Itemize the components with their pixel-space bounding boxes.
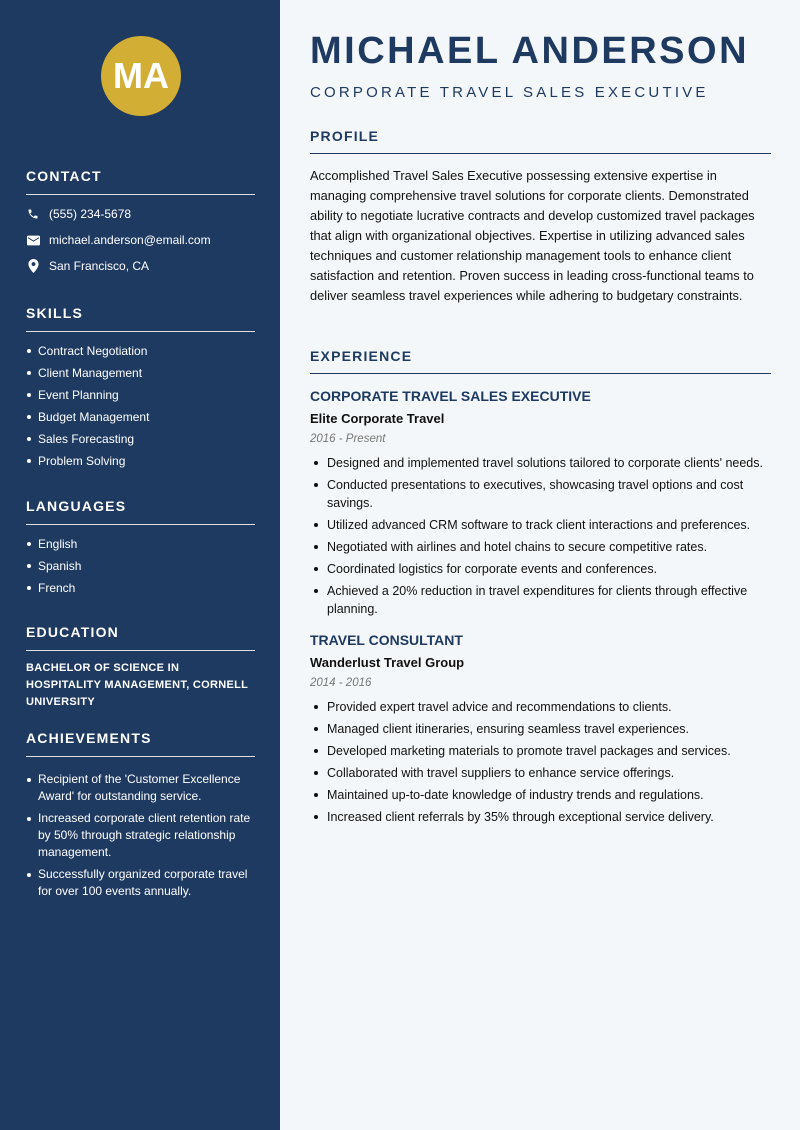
contact-section	[26, 168, 255, 279]
contact-phone-row	[26, 201, 255, 227]
contact-location: San Francisco, CA	[49, 259, 150, 273]
language-item: Spanish	[26, 555, 255, 577]
education-degree: BACHELOR OF SCIENCE IN HOSPITALITY MANAGEMENT, CORNELL UNIVERSITY	[26, 662, 248, 708]
location-pin-icon	[26, 259, 40, 273]
experience-heading: EXPERIENCE	[310, 348, 413, 364]
language-item: English	[26, 533, 255, 555]
languages-heading: LANGUAGES	[26, 498, 127, 514]
job-bullet: Developed marketing materials to promote travel packages and services.	[310, 742, 771, 760]
profile-divider	[310, 153, 771, 154]
skill-item: Budget Management	[26, 406, 255, 428]
contact-location-row	[26, 253, 255, 279]
skills-divider	[26, 331, 255, 332]
education-divider	[26, 650, 255, 651]
profile-section	[310, 128, 771, 306]
job-bullet: Coordinated logistics for corporate events and conferences.	[310, 560, 771, 578]
achievements-list	[26, 771, 255, 900]
skills-section	[26, 305, 255, 472]
job-title: CORPORATE TRAVEL SALES EXECUTIVE	[310, 388, 591, 404]
job-dates: 2014 - 2016	[310, 677, 372, 689]
job-entry	[310, 388, 771, 618]
achievement-item: Recipient of the 'Customer Excellence Award' for outstanding service.	[26, 771, 255, 805]
skills-heading: SKILLS	[26, 305, 83, 321]
skill-item: Sales Forecasting	[26, 428, 255, 450]
achievements-divider	[26, 756, 255, 757]
education-heading: EDUCATION	[26, 624, 119, 640]
candidate-name: MICHAEL ANDERSON	[310, 30, 750, 72]
job-bullets	[310, 454, 771, 618]
email-icon	[26, 233, 40, 247]
job-entry	[310, 632, 771, 826]
languages-list	[26, 533, 255, 599]
job-bullet: Designed and implemented travel solutions tailored to corporate clients' needs.	[310, 454, 771, 472]
job-title: TRAVEL CONSULTANT	[310, 632, 463, 648]
job-bullet: Negotiated with airlines and hotel chains to secure competitive rates.	[310, 538, 771, 556]
job-dates: 2016 - Present	[310, 433, 386, 445]
skill-item: Event Planning	[26, 384, 255, 406]
language-item: French	[26, 577, 255, 599]
achievement-item: Successfully organized corporate travel for over 100 events annually.	[26, 866, 255, 900]
phone-icon	[26, 207, 40, 221]
job-bullet: Increased client referrals by 35% through exceptional service delivery.	[310, 808, 771, 826]
achievements-section	[26, 730, 255, 905]
avatar: MA	[101, 36, 181, 116]
languages-section	[26, 498, 255, 599]
profile-summary: Accomplished Travel Sales Executive possessing extensive expertise in managing comprehensive travel solutions for corporate clients. Demonstrated ability to negotiate lucrative contracts and develop customized travel packages that align with organizational objectives. Expertise in utilizing advanced sales techniques and customer relationship management tools to enhance client satisfaction and retention. Proven success in leading cross-functional teams to deliver seamless travel experiences while adhering to budgetary constraints.	[310, 168, 755, 303]
job-bullet: Provided expert travel advice and recommendations to clients.	[310, 698, 771, 716]
skills-list	[26, 340, 255, 472]
skill-item: Contract Negotiation	[26, 340, 255, 362]
job-bullet: Utilized advanced CRM software to track client interactions and preferences.	[310, 516, 771, 534]
job-bullet: Conducted presentations to executives, showcasing travel options and cost savings.	[310, 476, 771, 512]
achievement-item: Increased corporate client retention rate by 50% through strategic relationship management.	[26, 810, 255, 861]
job-bullet: Maintained up-to-date knowledge of industry trends and regulations.	[310, 786, 771, 804]
contact-heading: CONTACT	[26, 168, 102, 184]
job-bullet: Collaborated with travel suppliers to enhance service offerings.	[310, 764, 771, 782]
languages-divider	[26, 524, 255, 525]
achievements-heading: ACHIEVEMENTS	[26, 730, 152, 746]
sidebar	[0, 0, 280, 1130]
contact-divider	[26, 194, 255, 195]
job-company: Wanderlust Travel Group	[310, 655, 465, 670]
job-company: Elite Corporate Travel	[310, 411, 445, 426]
profile-heading: PROFILE	[310, 128, 380, 144]
contact-email-row	[26, 227, 255, 253]
education-section	[26, 624, 255, 711]
contact-phone: (555) 234-5678	[49, 207, 132, 221]
job-bullet: Managed client itineraries, ensuring seamless travel experiences.	[310, 720, 771, 738]
experience-divider	[310, 373, 771, 374]
skill-item: Client Management	[26, 362, 255, 384]
job-bullets	[310, 698, 771, 826]
skill-item: Problem Solving	[26, 450, 255, 472]
contact-email[interactable]: michael.anderson@email.com	[49, 233, 211, 247]
candidate-headline: CORPORATE TRAVEL SALES EXECUTIVE	[310, 84, 709, 101]
job-bullet: Achieved a 20% reduction in travel expenditures for clients through effective planning.	[310, 582, 771, 618]
experience-section	[310, 348, 771, 830]
